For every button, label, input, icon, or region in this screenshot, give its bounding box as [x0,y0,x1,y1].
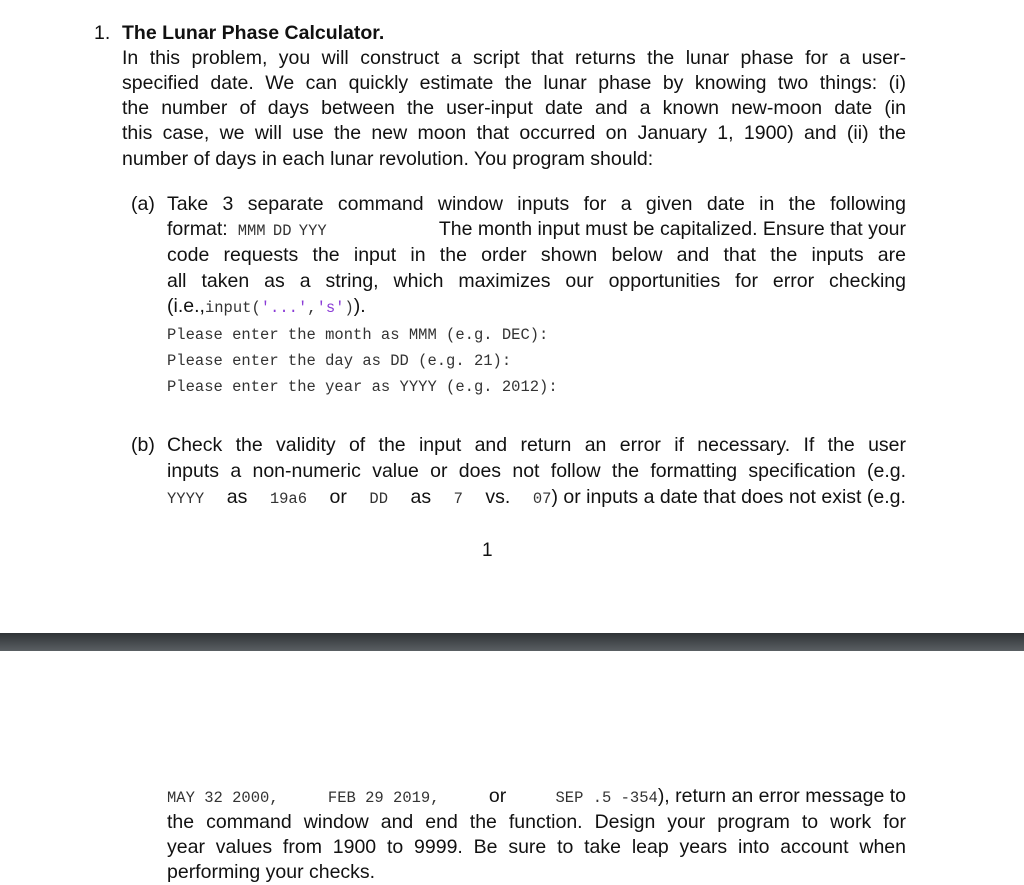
input-arg-string: '...' [260,299,308,317]
example-code: SEP .5 -354 [555,789,658,807]
input-arg-flag: 's' [316,299,345,317]
example-code: YYYY [167,490,205,508]
example-text: ) or inputs a date that does not exist (e.g. [551,486,906,508]
input-prefix: (i.e., [167,295,205,317]
example-code: 19a6 [269,490,308,508]
example-code: 7 [453,490,463,508]
example-code: FEB 29 2019, [327,789,440,807]
example-text: vs. [485,486,511,508]
part-a-input-line [167,294,366,321]
part-b-continued-line: year values from 1900 to 9999. Be sure to take leap years into account when [167,836,906,858]
part-a-format-line [167,217,906,244]
example-code: MAY 32 2000, [167,789,279,807]
part-a-line: Take 3 separate command window inputs for a given date in the following [167,193,906,215]
part-b-example-line [167,485,906,512]
format-label: format: [167,218,228,240]
part-a-line: all taken as a string, which maximizes our opportunities for error checking [167,270,906,292]
part-a-label: (a) [131,193,155,215]
example-text: ), return an error message to [657,785,906,807]
example-code: 07 [532,490,552,508]
part-b-continued-line: performing your checks. [167,861,376,883]
intro-line: In this problem, you will construct a script that returns the lunar phase for a user- [122,47,906,69]
part-b-continued-line [167,784,906,811]
part-a-line: code requests the input in the order shown below and that the inputs are [167,244,906,266]
problem-number: 1. [94,22,111,44]
intro-line: this case, we will use the new moon that occurred on January 1, 1900) and (ii) the [122,122,906,144]
input-call [205,299,354,317]
format-code: MMM DD YYY [237,222,327,240]
part-b-label: (b) [131,434,155,456]
part-b-continued-line: the command window and end the function. Design your program to work for [167,811,906,833]
intro-line: number of days in each lunar revolution. You program should: [122,148,654,170]
document-page-2 [0,651,1024,885]
prompt-year: Please enter the year as YYYY (e.g. 2012): [167,378,558,396]
input-suffix: ). [353,295,366,317]
page-number: 1 [482,540,493,561]
example-text: as [410,486,432,508]
input-comma: , [307,299,317,317]
part-b-line: Check the validity of the input and return an error if necessary. If the user [167,434,906,456]
problem-title: The Lunar Phase Calculator. [122,22,385,44]
part-b-line: inputs a non-numeric value or does not follow the formatting specification (e.g. [167,460,906,482]
page-separator [0,633,1024,651]
input-fn: input( [204,299,261,317]
input-close: ) [344,299,354,317]
example-text: or [488,785,507,807]
example-code: DD [369,490,388,508]
example-text: as [226,486,248,508]
intro-line: specified date. We can quickly estimate the lunar phase by knowing two things: (i) [122,72,906,94]
format-text: The month input must be capitalized. Ensure that your [438,218,906,240]
example-text: or [329,486,347,508]
intro-line: the number of days between the user-input date and a known new-moon date (in [122,97,906,119]
prompt-day: Please enter the day as DD (e.g. 21): [167,352,512,370]
prompt-month: Please enter the month as MMM (e.g. DEC): [167,326,549,344]
